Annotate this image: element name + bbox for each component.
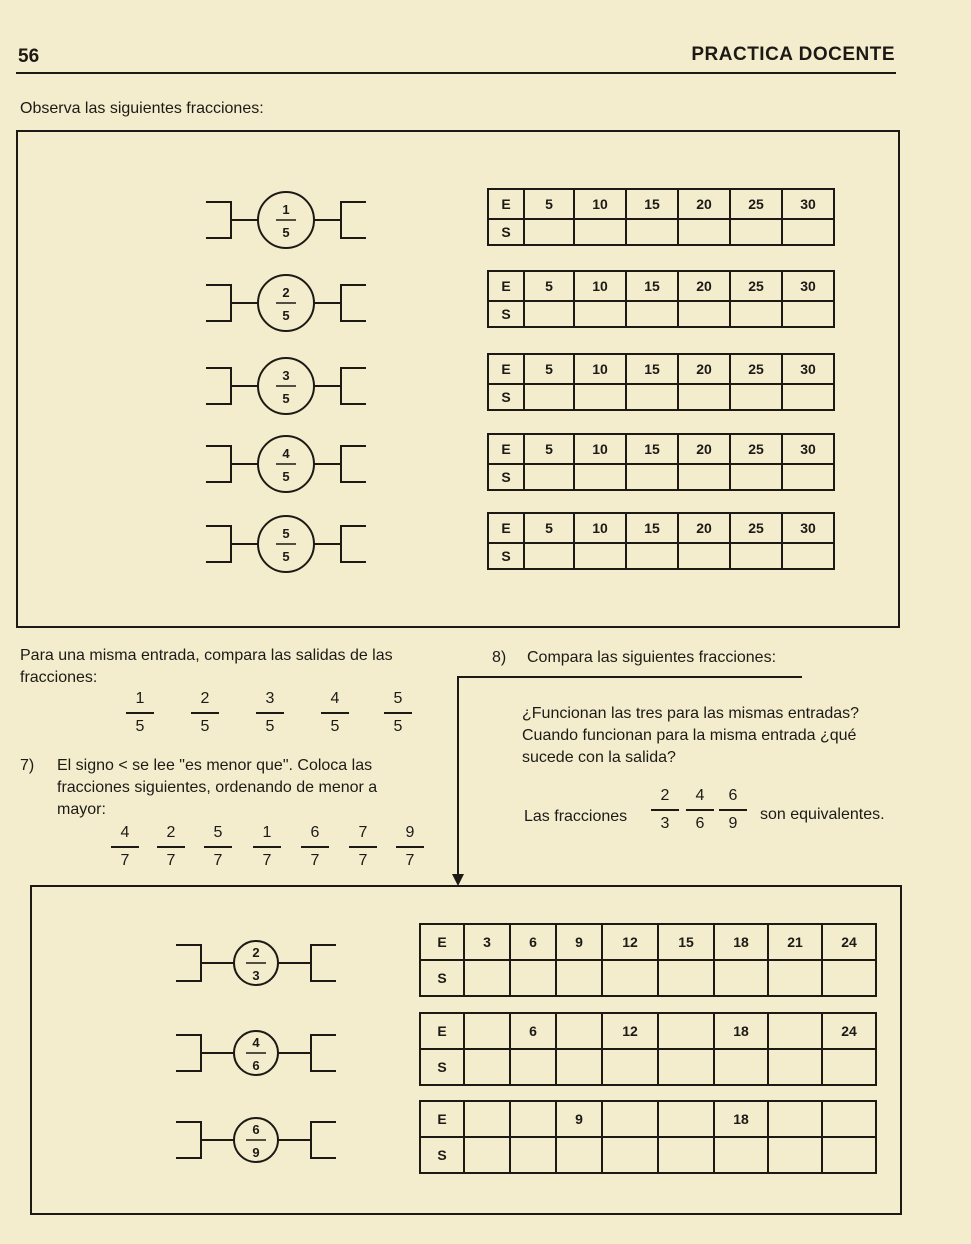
table-cell: 15 bbox=[626, 271, 678, 301]
table-s-label: S bbox=[420, 1137, 464, 1173]
page-number: 56 bbox=[18, 46, 40, 67]
table-cell bbox=[510, 1101, 556, 1137]
numerator: 4 bbox=[252, 1035, 260, 1050]
table-e-label: E bbox=[488, 434, 524, 464]
table-cell: 20 bbox=[678, 354, 730, 384]
denominator: 5 bbox=[282, 308, 290, 323]
table-cell bbox=[574, 464, 626, 490]
denominator: 6 bbox=[252, 1058, 260, 1073]
numerator: 4 bbox=[330, 690, 340, 707]
table-cell: 10 bbox=[574, 189, 626, 219]
table-cell bbox=[730, 301, 782, 327]
fraction-machine bbox=[156, 928, 356, 998]
table-cell: 30 bbox=[782, 271, 834, 301]
table-cell bbox=[602, 1101, 658, 1137]
table-cell: 20 bbox=[678, 513, 730, 543]
table-cell bbox=[510, 1049, 556, 1085]
denominator: 7 bbox=[166, 851, 176, 869]
table-cell: 9 bbox=[556, 924, 602, 960]
denominator: 7 bbox=[405, 851, 415, 869]
table-cell bbox=[556, 1013, 602, 1049]
denominator: 6 bbox=[695, 814, 705, 832]
table-cell bbox=[658, 1049, 714, 1085]
table-cell: 10 bbox=[574, 271, 626, 301]
table-3-5 bbox=[487, 353, 835, 411]
table-cell: 10 bbox=[574, 354, 626, 384]
table-cell bbox=[524, 464, 574, 490]
table-4-5 bbox=[487, 433, 835, 491]
table-cell bbox=[602, 1049, 658, 1085]
table-cell bbox=[678, 384, 730, 410]
table-s-label: S bbox=[420, 1049, 464, 1085]
fraction bbox=[295, 822, 335, 872]
table-cell bbox=[822, 1049, 876, 1085]
denominator: 5 bbox=[135, 717, 145, 735]
q7-number: 7) bbox=[20, 757, 35, 774]
table-2-5 bbox=[487, 270, 835, 328]
table-cell bbox=[658, 1101, 714, 1137]
table-cell bbox=[524, 543, 574, 569]
table-cell bbox=[626, 384, 678, 410]
numerator: 2 bbox=[282, 285, 290, 300]
table-cell: 12 bbox=[602, 924, 658, 960]
table-cell bbox=[658, 1013, 714, 1049]
numerator: 3 bbox=[282, 368, 290, 383]
table-cell bbox=[768, 1013, 822, 1049]
q7-text: El signo < se lee "es menor que". Coloca las fracciones siguientes, ordenando de menor a mayor: bbox=[57, 757, 378, 818]
table-cell bbox=[678, 543, 730, 569]
table-cell: 18 bbox=[714, 1101, 768, 1137]
table-cell bbox=[464, 960, 510, 996]
fraction bbox=[250, 688, 290, 738]
numerator: 2 bbox=[252, 945, 260, 960]
table-cell: 25 bbox=[730, 434, 782, 464]
fraction bbox=[105, 822, 145, 872]
table-cell bbox=[782, 543, 834, 569]
table-s-label: S bbox=[488, 384, 524, 410]
table-cell: 5 bbox=[524, 434, 574, 464]
numerator: 5 bbox=[393, 690, 403, 707]
table-cell: 15 bbox=[626, 434, 678, 464]
denominator: 7 bbox=[120, 851, 130, 869]
table-cell: 3 bbox=[464, 924, 510, 960]
table-cell bbox=[822, 1101, 876, 1137]
table-cell: 20 bbox=[678, 271, 730, 301]
table-e-label: E bbox=[488, 354, 524, 384]
table-cell bbox=[556, 1137, 602, 1173]
table-cell bbox=[464, 1013, 510, 1049]
numerator: 4 bbox=[282, 446, 290, 461]
numerator: 5 bbox=[282, 526, 290, 541]
fraction bbox=[390, 822, 430, 872]
fraction-machine bbox=[186, 429, 386, 499]
table-cell bbox=[730, 384, 782, 410]
table-cell bbox=[464, 1137, 510, 1173]
table-s-label: S bbox=[488, 543, 524, 569]
numerator: 6 bbox=[252, 1122, 260, 1137]
table-cell bbox=[574, 543, 626, 569]
table-cell bbox=[730, 464, 782, 490]
table-cell bbox=[768, 1137, 822, 1173]
table-cell bbox=[524, 384, 574, 410]
table-1-5 bbox=[487, 188, 835, 246]
fraction-machine bbox=[156, 1105, 356, 1175]
page-header-title: PRACTICA DOCENTE bbox=[691, 44, 895, 65]
table-cell: 5 bbox=[524, 513, 574, 543]
q8-suffix: son equivalentes. bbox=[760, 806, 885, 823]
table-cell bbox=[714, 960, 768, 996]
numerator: 4 bbox=[695, 787, 705, 804]
table-cell: 5 bbox=[524, 354, 574, 384]
fraction bbox=[185, 688, 225, 738]
table-s-label: S bbox=[420, 960, 464, 996]
fraction bbox=[120, 688, 160, 738]
table-cell: 5 bbox=[524, 271, 574, 301]
numerator: 1 bbox=[282, 202, 290, 217]
table-cell: 30 bbox=[782, 434, 834, 464]
table-cell: 12 bbox=[602, 1013, 658, 1049]
table-cell bbox=[524, 219, 574, 245]
table-s-label: S bbox=[488, 301, 524, 327]
table-cell: 30 bbox=[782, 354, 834, 384]
table-s-label: S bbox=[488, 464, 524, 490]
table-cell: 9 bbox=[556, 1101, 602, 1137]
table-cell: 30 bbox=[782, 513, 834, 543]
table-e-label: E bbox=[488, 271, 524, 301]
table-cell: 10 bbox=[574, 434, 626, 464]
table-cell bbox=[626, 543, 678, 569]
fraction bbox=[343, 822, 383, 872]
table-cell: 20 bbox=[678, 434, 730, 464]
denominator: 5 bbox=[200, 717, 210, 735]
numerator: 6 bbox=[310, 824, 320, 841]
fraction bbox=[645, 785, 685, 835]
table-e-label: E bbox=[420, 924, 464, 960]
table-cell: 10 bbox=[574, 513, 626, 543]
fraction-machine bbox=[186, 351, 386, 421]
denominator: 5 bbox=[393, 717, 403, 735]
q8-bracket-line bbox=[457, 676, 802, 678]
table-cell bbox=[822, 960, 876, 996]
table-cell: 24 bbox=[822, 924, 876, 960]
fraction-machine bbox=[156, 1018, 356, 1088]
intro-text: Observa las siguientes fracciones: bbox=[20, 100, 264, 117]
table-cell: 25 bbox=[730, 271, 782, 301]
table-2-3 bbox=[419, 923, 877, 997]
table-cell bbox=[602, 1137, 658, 1173]
q8-number: 8) bbox=[492, 649, 507, 666]
table-e-label: E bbox=[420, 1013, 464, 1049]
table-cell bbox=[464, 1101, 510, 1137]
table-cell bbox=[782, 384, 834, 410]
table-cell bbox=[822, 1137, 876, 1173]
table-cell: 15 bbox=[658, 924, 714, 960]
fraction bbox=[151, 822, 191, 872]
table-cell bbox=[510, 1137, 556, 1173]
table-cell: 25 bbox=[730, 189, 782, 219]
denominator: 5 bbox=[282, 469, 290, 484]
numerator: 3 bbox=[265, 690, 275, 707]
table-cell bbox=[556, 960, 602, 996]
numerator: 2 bbox=[200, 690, 210, 707]
numerator: 4 bbox=[120, 824, 130, 841]
table-cell bbox=[626, 301, 678, 327]
table-cell: 30 bbox=[782, 189, 834, 219]
denominator: 5 bbox=[282, 549, 290, 564]
fraction bbox=[198, 822, 238, 872]
table-cell bbox=[464, 1049, 510, 1085]
q8-prefix: Las fracciones bbox=[524, 808, 628, 825]
fraction-machine bbox=[186, 185, 386, 255]
table-cell bbox=[510, 960, 556, 996]
table-cell: 15 bbox=[626, 189, 678, 219]
table-e-label: E bbox=[488, 513, 524, 543]
denominator: 3 bbox=[252, 968, 260, 983]
table-cell bbox=[678, 219, 730, 245]
table-cell: 6 bbox=[510, 1013, 556, 1049]
denominator: 5 bbox=[330, 717, 340, 735]
numerator: 1 bbox=[262, 824, 272, 841]
denominator: 5 bbox=[282, 391, 290, 406]
numerator: 1 bbox=[135, 690, 145, 707]
table-cell: 21 bbox=[768, 924, 822, 960]
fraction bbox=[713, 785, 753, 835]
table-s-label: S bbox=[488, 219, 524, 245]
table-cell: 5 bbox=[524, 189, 574, 219]
table-cell bbox=[658, 960, 714, 996]
denominator: 7 bbox=[262, 851, 272, 869]
table-cell bbox=[768, 1101, 822, 1137]
table-cell bbox=[768, 1049, 822, 1085]
compare-text: Para una misma entrada, compara las salidas de las fracciones: bbox=[20, 647, 393, 686]
table-cell: 6 bbox=[510, 924, 556, 960]
denominator: 5 bbox=[265, 717, 275, 735]
table-cell bbox=[714, 1137, 768, 1173]
table-cell: 25 bbox=[730, 513, 782, 543]
table-cell: 15 bbox=[626, 354, 678, 384]
table-4-6 bbox=[419, 1012, 877, 1086]
table-cell bbox=[524, 301, 574, 327]
numerator: 7 bbox=[358, 824, 368, 841]
table-cell bbox=[574, 384, 626, 410]
table-cell bbox=[782, 464, 834, 490]
fraction bbox=[247, 822, 287, 872]
table-e-label: E bbox=[420, 1101, 464, 1137]
table-e-label: E bbox=[488, 189, 524, 219]
denominator: 3 bbox=[660, 814, 670, 832]
table-cell bbox=[556, 1049, 602, 1085]
denominator: 7 bbox=[358, 851, 368, 869]
table-cell bbox=[574, 301, 626, 327]
numerator: 9 bbox=[405, 824, 415, 841]
denominator: 7 bbox=[213, 851, 223, 869]
q8-question: ¿Funcionan las tres para las mismas entradas? Cuando funcionan para la misma entrada ¿qué sucede con la salida? bbox=[522, 705, 860, 766]
denominator: 5 bbox=[282, 225, 290, 240]
fraction bbox=[378, 688, 418, 738]
table-cell bbox=[602, 960, 658, 996]
denominator: 9 bbox=[728, 814, 738, 832]
header-rule bbox=[16, 72, 896, 74]
table-cell: 18 bbox=[714, 1013, 768, 1049]
table-cell bbox=[782, 301, 834, 327]
q8-arrow-line bbox=[457, 676, 459, 876]
q8-text: Compara las siguientes fracciones: bbox=[527, 649, 777, 666]
denominator: 7 bbox=[310, 851, 320, 869]
table-cell bbox=[678, 464, 730, 490]
fraction-machine bbox=[186, 268, 386, 338]
numerator: 6 bbox=[728, 787, 738, 804]
table-cell bbox=[714, 1049, 768, 1085]
table-cell bbox=[678, 301, 730, 327]
table-cell bbox=[574, 219, 626, 245]
numerator: 2 bbox=[660, 787, 670, 804]
table-cell: 18 bbox=[714, 924, 768, 960]
table-cell: 24 bbox=[822, 1013, 876, 1049]
table-cell bbox=[782, 219, 834, 245]
table-cell bbox=[730, 219, 782, 245]
table-cell bbox=[626, 464, 678, 490]
numerator: 5 bbox=[213, 824, 223, 841]
fraction-machine bbox=[186, 509, 386, 579]
fraction bbox=[315, 688, 355, 738]
table-cell: 20 bbox=[678, 189, 730, 219]
table-5-5 bbox=[487, 512, 835, 570]
table-cell bbox=[768, 960, 822, 996]
table-6-9 bbox=[419, 1100, 877, 1174]
table-cell bbox=[658, 1137, 714, 1173]
numerator: 2 bbox=[166, 824, 176, 841]
table-cell bbox=[626, 219, 678, 245]
denominator: 9 bbox=[252, 1145, 260, 1160]
table-cell bbox=[730, 543, 782, 569]
table-cell: 15 bbox=[626, 513, 678, 543]
table-cell: 25 bbox=[730, 354, 782, 384]
